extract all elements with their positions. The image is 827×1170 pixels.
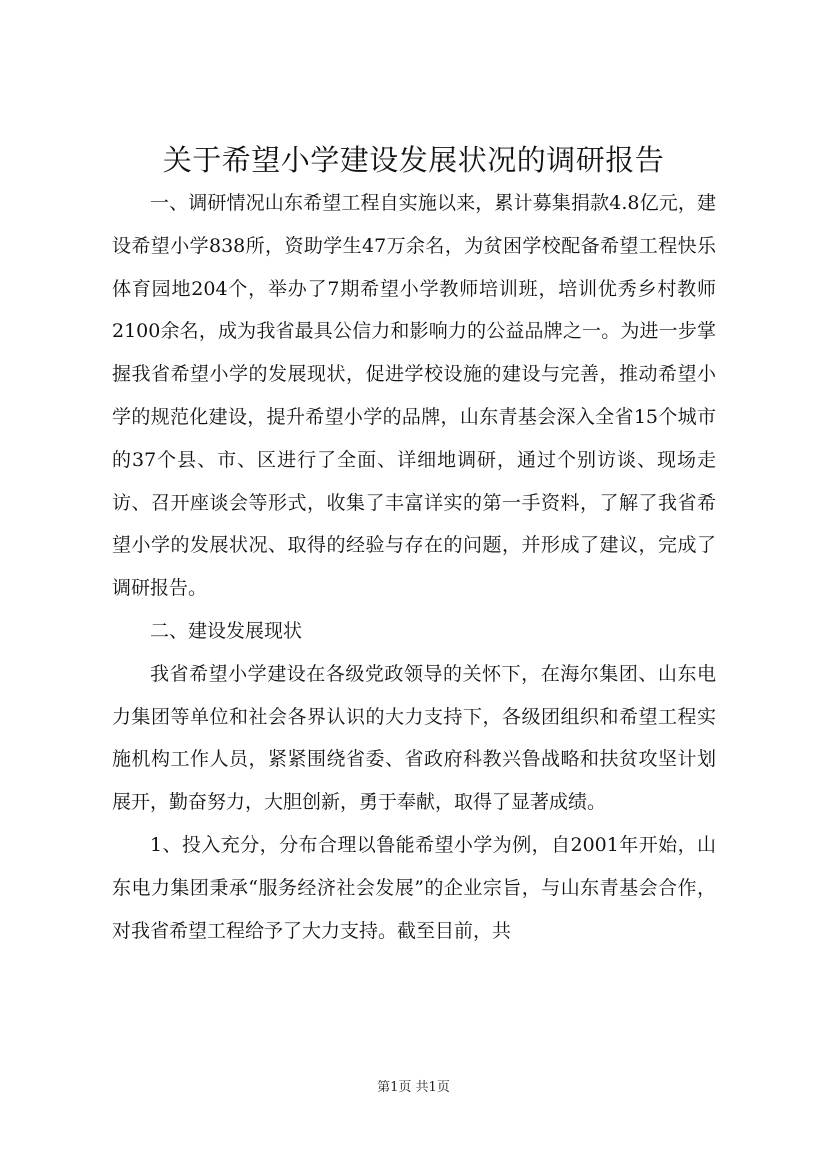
document-body — [112, 182, 716, 952]
paragraph-survey-overview: 一、调研情况山东希望工程自实施以来，累计募集捐款4.8亿元，建设希望小学838所，资助学生47万余名，为贫困学校配备希望工程快乐体育园地204个，举办了7期希望小学教师培训班，培训优秀乡村教师2100余名，成为我省最具公信力和影响力的公益品牌之一。为进一步掌握我省希望小学的发展现状，促进学校设施的建设与完善，推动希望小学的规范化建设，提升希望小学的品牌，山东青基会深入全省15个城市的37个县、市、区进行了全面、详细地调研，通过个别访谈、现场走访、召开座谈会等形式，收集了丰富详实的第一手资料，了解了我省希望小学的发展状况、取得的经验与存在的问题，并形成了建议，完成了调研报告。 — [112, 192, 716, 600]
section-heading-development-status: 二、建设发展现状 — [150, 619, 303, 642]
paragraph-development-status: 我省希望小学建设在各级党政领导的关怀下，在海尔集团、山东电力集团等单位和社会各界认识的大力支持下，各级团组织和希望工程实施机构工作人员，紧紧围绕省委、省政府科教兴鲁战略和扶贫攻坚计划展开，勤奋努力，大胆创新，勇于奉献，取得了显著成绩。 — [112, 662, 716, 814]
paragraph-investment: 1、投入充分，分布合理以鲁能希望小学为例，自2001年开始，山东电力集团秉承“服务经济社会发展”的企业宗旨，与山东青基会合作，对我省希望工程给予了大力支持。截至目前，共 — [112, 833, 716, 942]
page-footer: 第1页 共1页 — [377, 1080, 450, 1095]
document-title: 关于希望小学建设发展状况的调研报告 — [162, 143, 665, 177]
